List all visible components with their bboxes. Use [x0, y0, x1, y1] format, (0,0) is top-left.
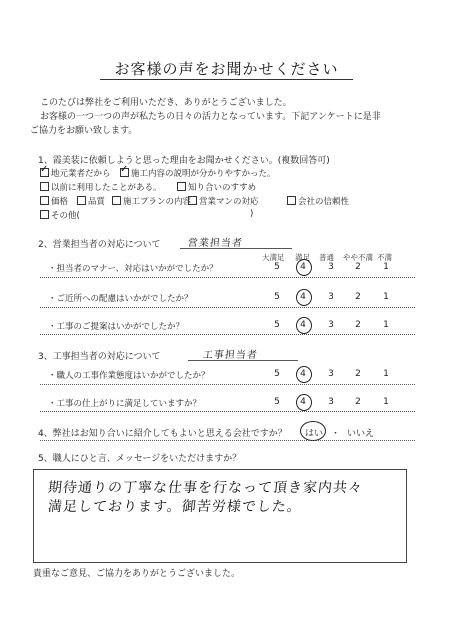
q2-item-manner: ・担当者のマナー、対応はいかがでしたか？ [48, 264, 218, 274]
checkbox-icon[interactable] [77, 196, 86, 205]
title-underline [100, 79, 353, 80]
score-2[interactable]: 2 [355, 262, 361, 272]
option-label: 施工プランの内容 [123, 197, 192, 207]
footer-thanks: 貴重なご意見、ご協力をありがとうございました。 [33, 569, 241, 579]
score-3[interactable]: 3 [328, 262, 334, 272]
score-1[interactable]: 1 [383, 262, 389, 272]
option-label: 価格 [51, 197, 69, 207]
checkbox-icon[interactable] [40, 182, 49, 191]
score-5[interactable]: 5 [274, 369, 280, 379]
selected-circle-mark [296, 394, 312, 411]
checkbox-checked-icon[interactable] [40, 168, 49, 177]
score-2[interactable]: 2 [355, 369, 361, 379]
selected-circle-mark [296, 366, 312, 383]
q5-answer-line-1: 期待通りの丁寧な仕事を行なって頂き家内共々 [47, 480, 364, 496]
header-satisfied: 満足 [295, 253, 310, 262]
intro-line-3: ご協力をお願い致します。 [30, 126, 138, 136]
score-3[interactable]: 3 [328, 369, 334, 379]
option-label: 会社の信頼性 [298, 197, 350, 207]
score-2[interactable]: 2 [355, 292, 361, 302]
q1-option-referral[interactable] [177, 181, 256, 193]
q2-item-neighbors: ・ご近所への配慮はいかがでしたか？ [48, 294, 193, 304]
checkbox-icon[interactable] [40, 196, 49, 205]
intro-line-2: お客様の一つ一つの声が私たちの日々の活力となっています。下記アンケートに是非 [40, 112, 381, 122]
selected-circle-mark [296, 259, 312, 276]
score-3[interactable]: 3 [328, 397, 334, 407]
score-5[interactable]: 5 [274, 292, 280, 302]
header-normal: 普通 [319, 253, 334, 262]
q2-item-proposal: ・工事のご提案はいかがでしたか？ [48, 322, 185, 332]
checkbox-icon[interactable] [188, 196, 197, 205]
q5-answer-line-2: 満足しております。御苦労様でした。 [47, 499, 303, 515]
q1-option-previous[interactable] [40, 181, 162, 193]
score-4[interactable]: 4 [300, 262, 306, 272]
q1-option-explanation[interactable] [120, 167, 276, 179]
other-close-paren: ) [250, 209, 254, 219]
q1-option-quality[interactable] [77, 195, 105, 207]
score-1[interactable]: 1 [383, 369, 389, 379]
score-5[interactable]: 5 [274, 262, 280, 272]
option-label: 以前に利用したことがある。 [51, 183, 162, 193]
q3-label-underline [188, 360, 298, 361]
q4-no-option[interactable]: いいえ [347, 429, 375, 439]
q2-label-underline [180, 248, 292, 249]
q1-option-local[interactable] [40, 167, 111, 179]
q1-option-trust[interactable] [287, 195, 349, 207]
score-3[interactable]: 3 [328, 292, 334, 302]
option-label: 知り合いのすすめ [188, 183, 257, 193]
row-rule [40, 411, 415, 412]
option-label: 営業マンの対応 [199, 197, 259, 207]
selected-circle-mark [296, 317, 312, 334]
score-4[interactable]: 4 [300, 292, 306, 302]
q1-option-sales[interactable] [188, 195, 259, 207]
score-4[interactable]: 4 [300, 397, 306, 407]
q4-yes-option[interactable]: はい [305, 429, 324, 439]
checkbox-icon[interactable] [177, 182, 186, 191]
q1-option-other[interactable] [40, 209, 80, 221]
page-title: お客様の声をお聞かせください [114, 60, 339, 78]
score-5[interactable]: 5 [274, 320, 280, 330]
option-label: 地元業者だから [51, 169, 111, 179]
q2-handwritten-label: 営業担当者 [187, 238, 244, 249]
selected-circle-mark [296, 289, 312, 306]
score-1[interactable]: 1 [383, 320, 389, 330]
q1-question: 1、霞美装に依頼しようと思った理由をお聞かせください。(複数回答可) [38, 156, 330, 166]
selected-circle-mark [300, 421, 326, 441]
checkbox-icon[interactable] [287, 196, 296, 205]
score-3[interactable]: 3 [328, 320, 334, 330]
header-very-satisfied: 大満足 [262, 253, 285, 262]
score-4[interactable]: 4 [300, 369, 306, 379]
q4-separator: ・ [331, 429, 341, 439]
score-2[interactable]: 2 [355, 320, 361, 330]
option-label: 品質 [88, 197, 106, 207]
row-rule [40, 277, 415, 278]
score-2[interactable]: 2 [355, 397, 361, 407]
q4-question: 4、弊社はお知り合いに紹介してもよいと思える会社ですか？ [38, 429, 287, 439]
row-rule [40, 307, 415, 308]
score-5[interactable]: 5 [274, 397, 280, 407]
checkbox-icon[interactable] [112, 196, 121, 205]
score-1[interactable]: 1 [383, 292, 389, 302]
checkbox-checked-icon[interactable] [120, 168, 129, 177]
option-label: 施工内容の説明が分かりやすかった。 [131, 169, 276, 179]
q3-item-finish: ・工事の仕上がりに満足していますか？ [48, 399, 202, 409]
intro-line-1: このたびは弊社をご利用いただき、ありがとうございました。 [40, 98, 292, 108]
row-rule [40, 384, 415, 385]
header-somewhat-dissatisfied: やや不満 [343, 253, 373, 262]
q1-option-price[interactable] [40, 195, 68, 207]
q3-question: 3、工事担当者の対応について [38, 352, 161, 362]
score-1[interactable]: 1 [383, 397, 389, 407]
q2-question: 2、営業担当者の対応について [38, 240, 161, 250]
option-label: その他( [51, 211, 80, 221]
header-dissatisfied: 不満 [377, 253, 392, 262]
checkbox-icon[interactable] [40, 210, 49, 219]
q5-question: 5、職人にひと言、メッセージをいただけますか？ [38, 454, 242, 464]
q3-item-attitude: ・職人の工事作業態度はいかがでしたか？ [48, 371, 210, 381]
row-rule [40, 334, 415, 335]
score-4[interactable]: 4 [300, 320, 306, 330]
q3-handwritten-label: 工事担当者 [202, 350, 259, 361]
row-rule [40, 440, 415, 441]
q1-option-plan[interactable] [112, 195, 191, 207]
